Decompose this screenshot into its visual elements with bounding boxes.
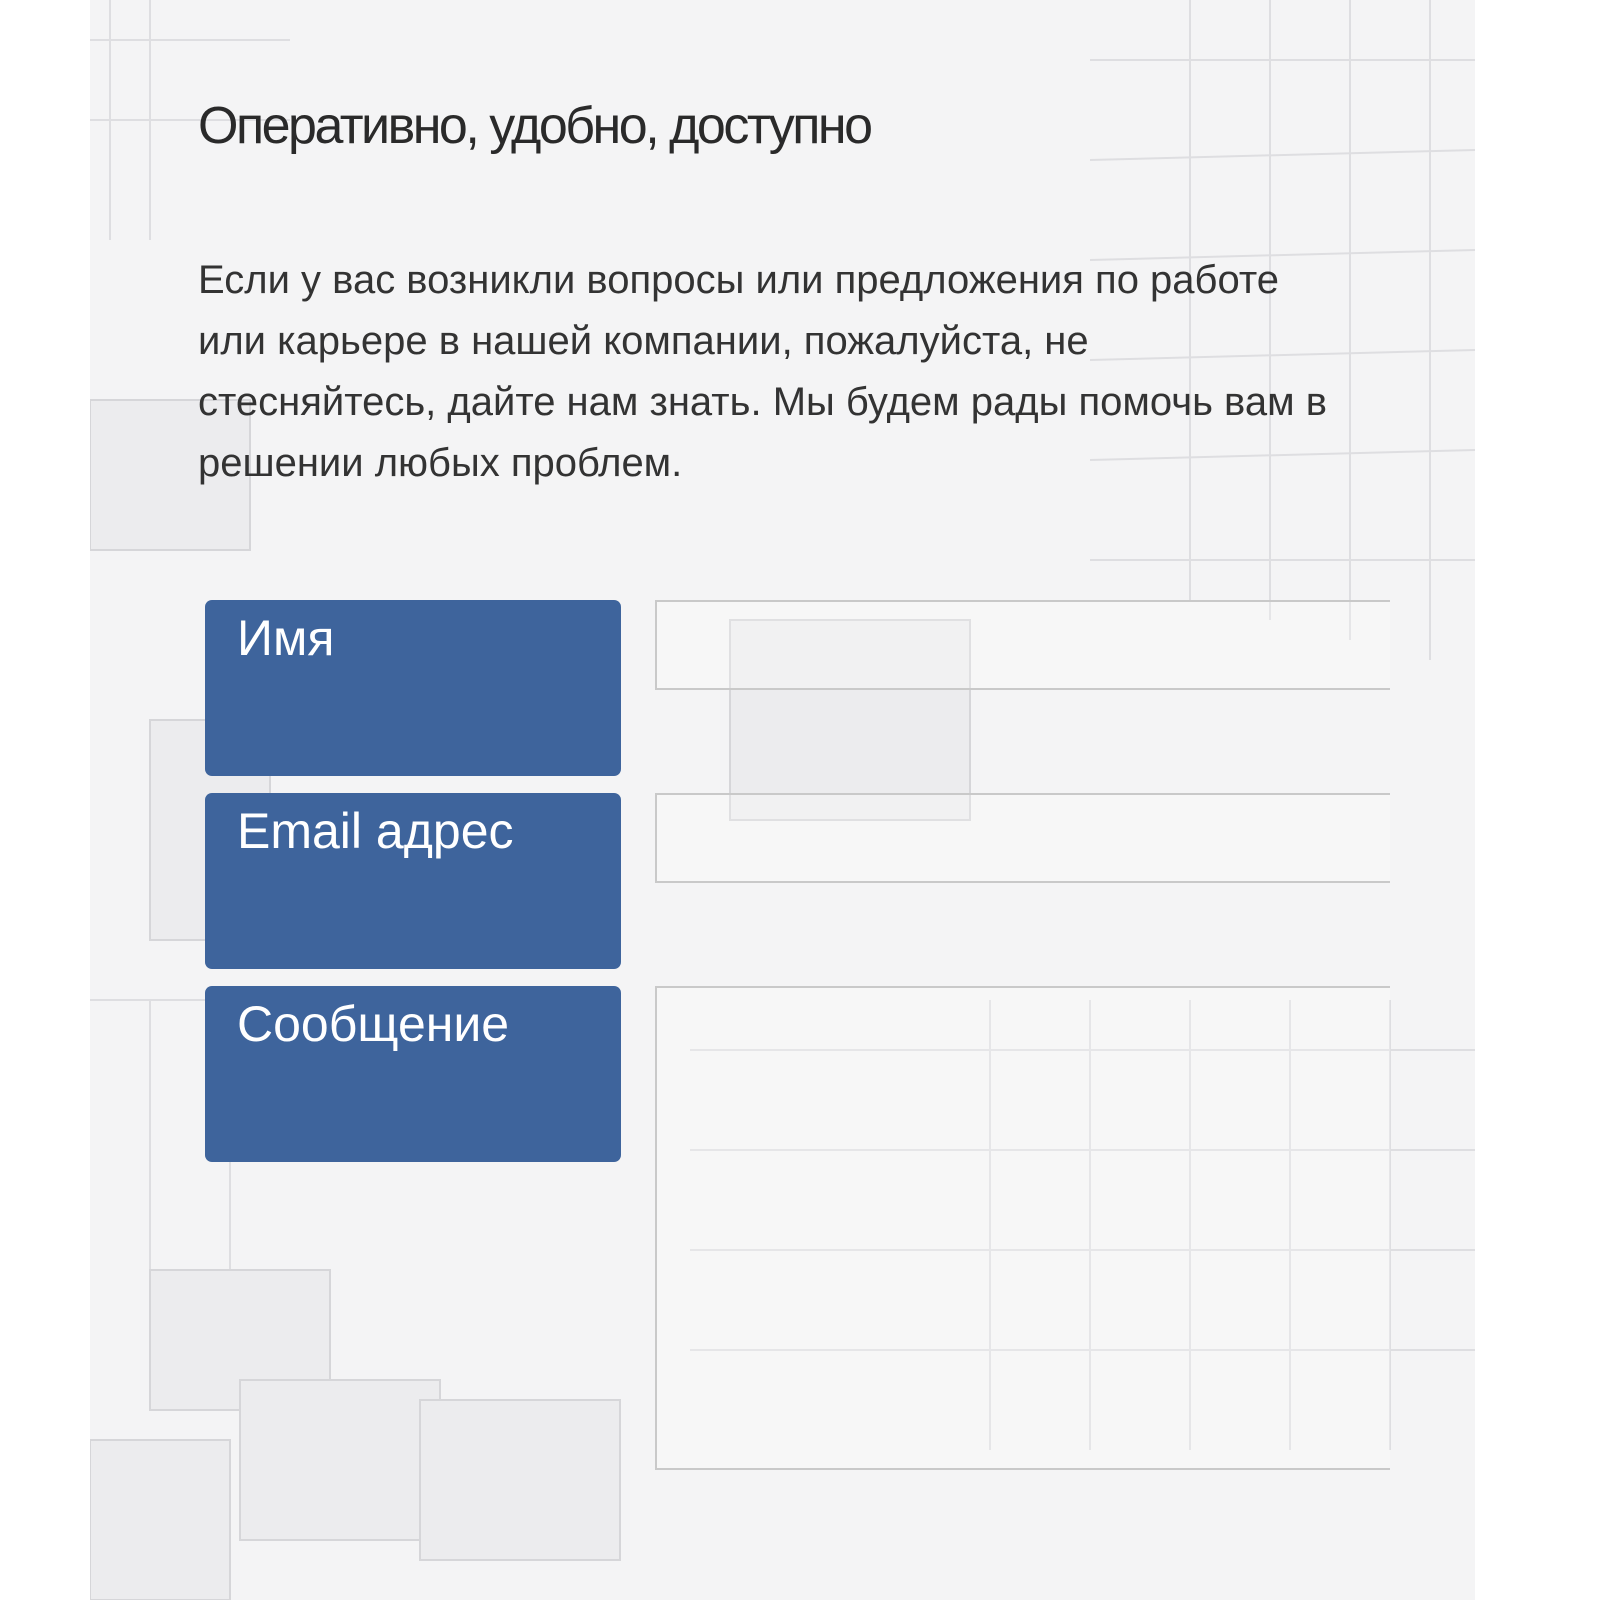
message-field[interactable] <box>655 986 1390 1470</box>
name-field[interactable] <box>655 600 1390 690</box>
email-label: Email адрес <box>205 793 621 969</box>
email-field[interactable] <box>655 793 1390 883</box>
name-label: Имя <box>205 600 621 776</box>
contact-section <box>90 0 1475 1600</box>
page-title: Оперативно, удобно, доступно <box>198 97 871 155</box>
message-label: Сообщение <box>205 986 621 1162</box>
intro-text: Если у вас возникли вопросы или предложения по работе или карьере в нашей компании, пожалуйста, не стесняйтесь, дайте нам знать. Мы будем рады помочь вам в решении любых проблем. <box>198 258 1327 485</box>
